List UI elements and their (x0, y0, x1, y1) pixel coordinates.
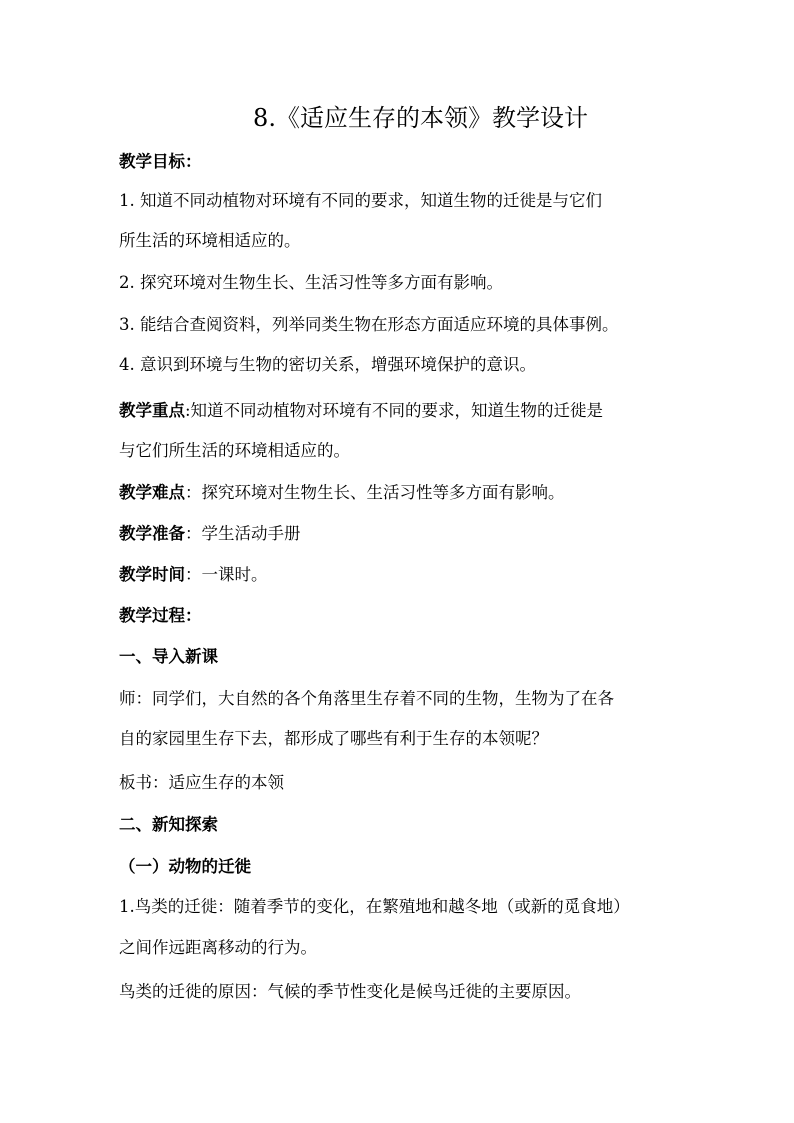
section-heading: 二、新知探索 (119, 815, 218, 834)
key-point-label: 教学重点 (119, 401, 185, 420)
difficulty-label: 教学难点 (119, 483, 185, 502)
objective-line: 1. 知道不同动植物对环境有不同的要求，知道生物的迁徙是与它们 (119, 191, 602, 210)
time-line (119, 556, 689, 595)
body-line: 之间作远距离移动的行为。 (119, 938, 317, 957)
key-point-text: :知道不同动植物对环境有不同的要求，知道生物的迁徙是 (185, 401, 604, 420)
time-text: ：一课时。 (185, 565, 268, 584)
process-heading: 教学过程： (119, 606, 202, 625)
body-line: 1.鸟类的迁徙：随着季节的变化，在繁殖地和越冬地（或新的觅食地） (119, 897, 630, 916)
objective-line: 3. 能结合查阅资料，列举同类生物在形态方面适应环境的具体事例。 (119, 315, 619, 334)
difficulty-line (119, 474, 689, 513)
body-line: 师：同学们，大自然的各个角落里生存着不同的生物，生物为了在各 (119, 689, 614, 708)
subsection-heading: （一）动物的迁徙 (119, 857, 251, 876)
preparation-text: ：学生活动手册 (185, 524, 301, 543)
preparation-line (119, 515, 689, 554)
body-line: 自的家园里生存下去，都形成了哪些有利于生存的本领呢？ (119, 729, 548, 748)
objectives-heading: 教学目标： (119, 152, 202, 171)
preparation-label: 教学准备 (119, 524, 185, 543)
objective-line: 4. 意识到环境与生物的密切关系，增强环境保护的意识。 (119, 355, 536, 374)
body-line: 鸟类的迁徙的原因：气候的季节性变化是候鸟迁徙的主要原因。 (119, 982, 581, 1001)
key-point-line (119, 392, 689, 431)
objective-line: 2. 探究环境对生物生长、生活习性等多方面有影响。 (119, 273, 503, 292)
document-title: 8.《适应生存的本领》教学设计 (253, 104, 588, 132)
objective-line: 所生活的环境相适应的。 (119, 231, 301, 250)
section-heading: 一、导入新课 (119, 647, 218, 666)
difficulty-text: ：探究环境对生物生长、生活习性等多方面有影响。 (185, 483, 565, 502)
time-label: 教学时间 (119, 565, 185, 584)
body-line: 板书：适应生存的本领 (119, 773, 284, 792)
key-point-continuation: 与它们所生活的环境相适应的。 (119, 441, 350, 460)
